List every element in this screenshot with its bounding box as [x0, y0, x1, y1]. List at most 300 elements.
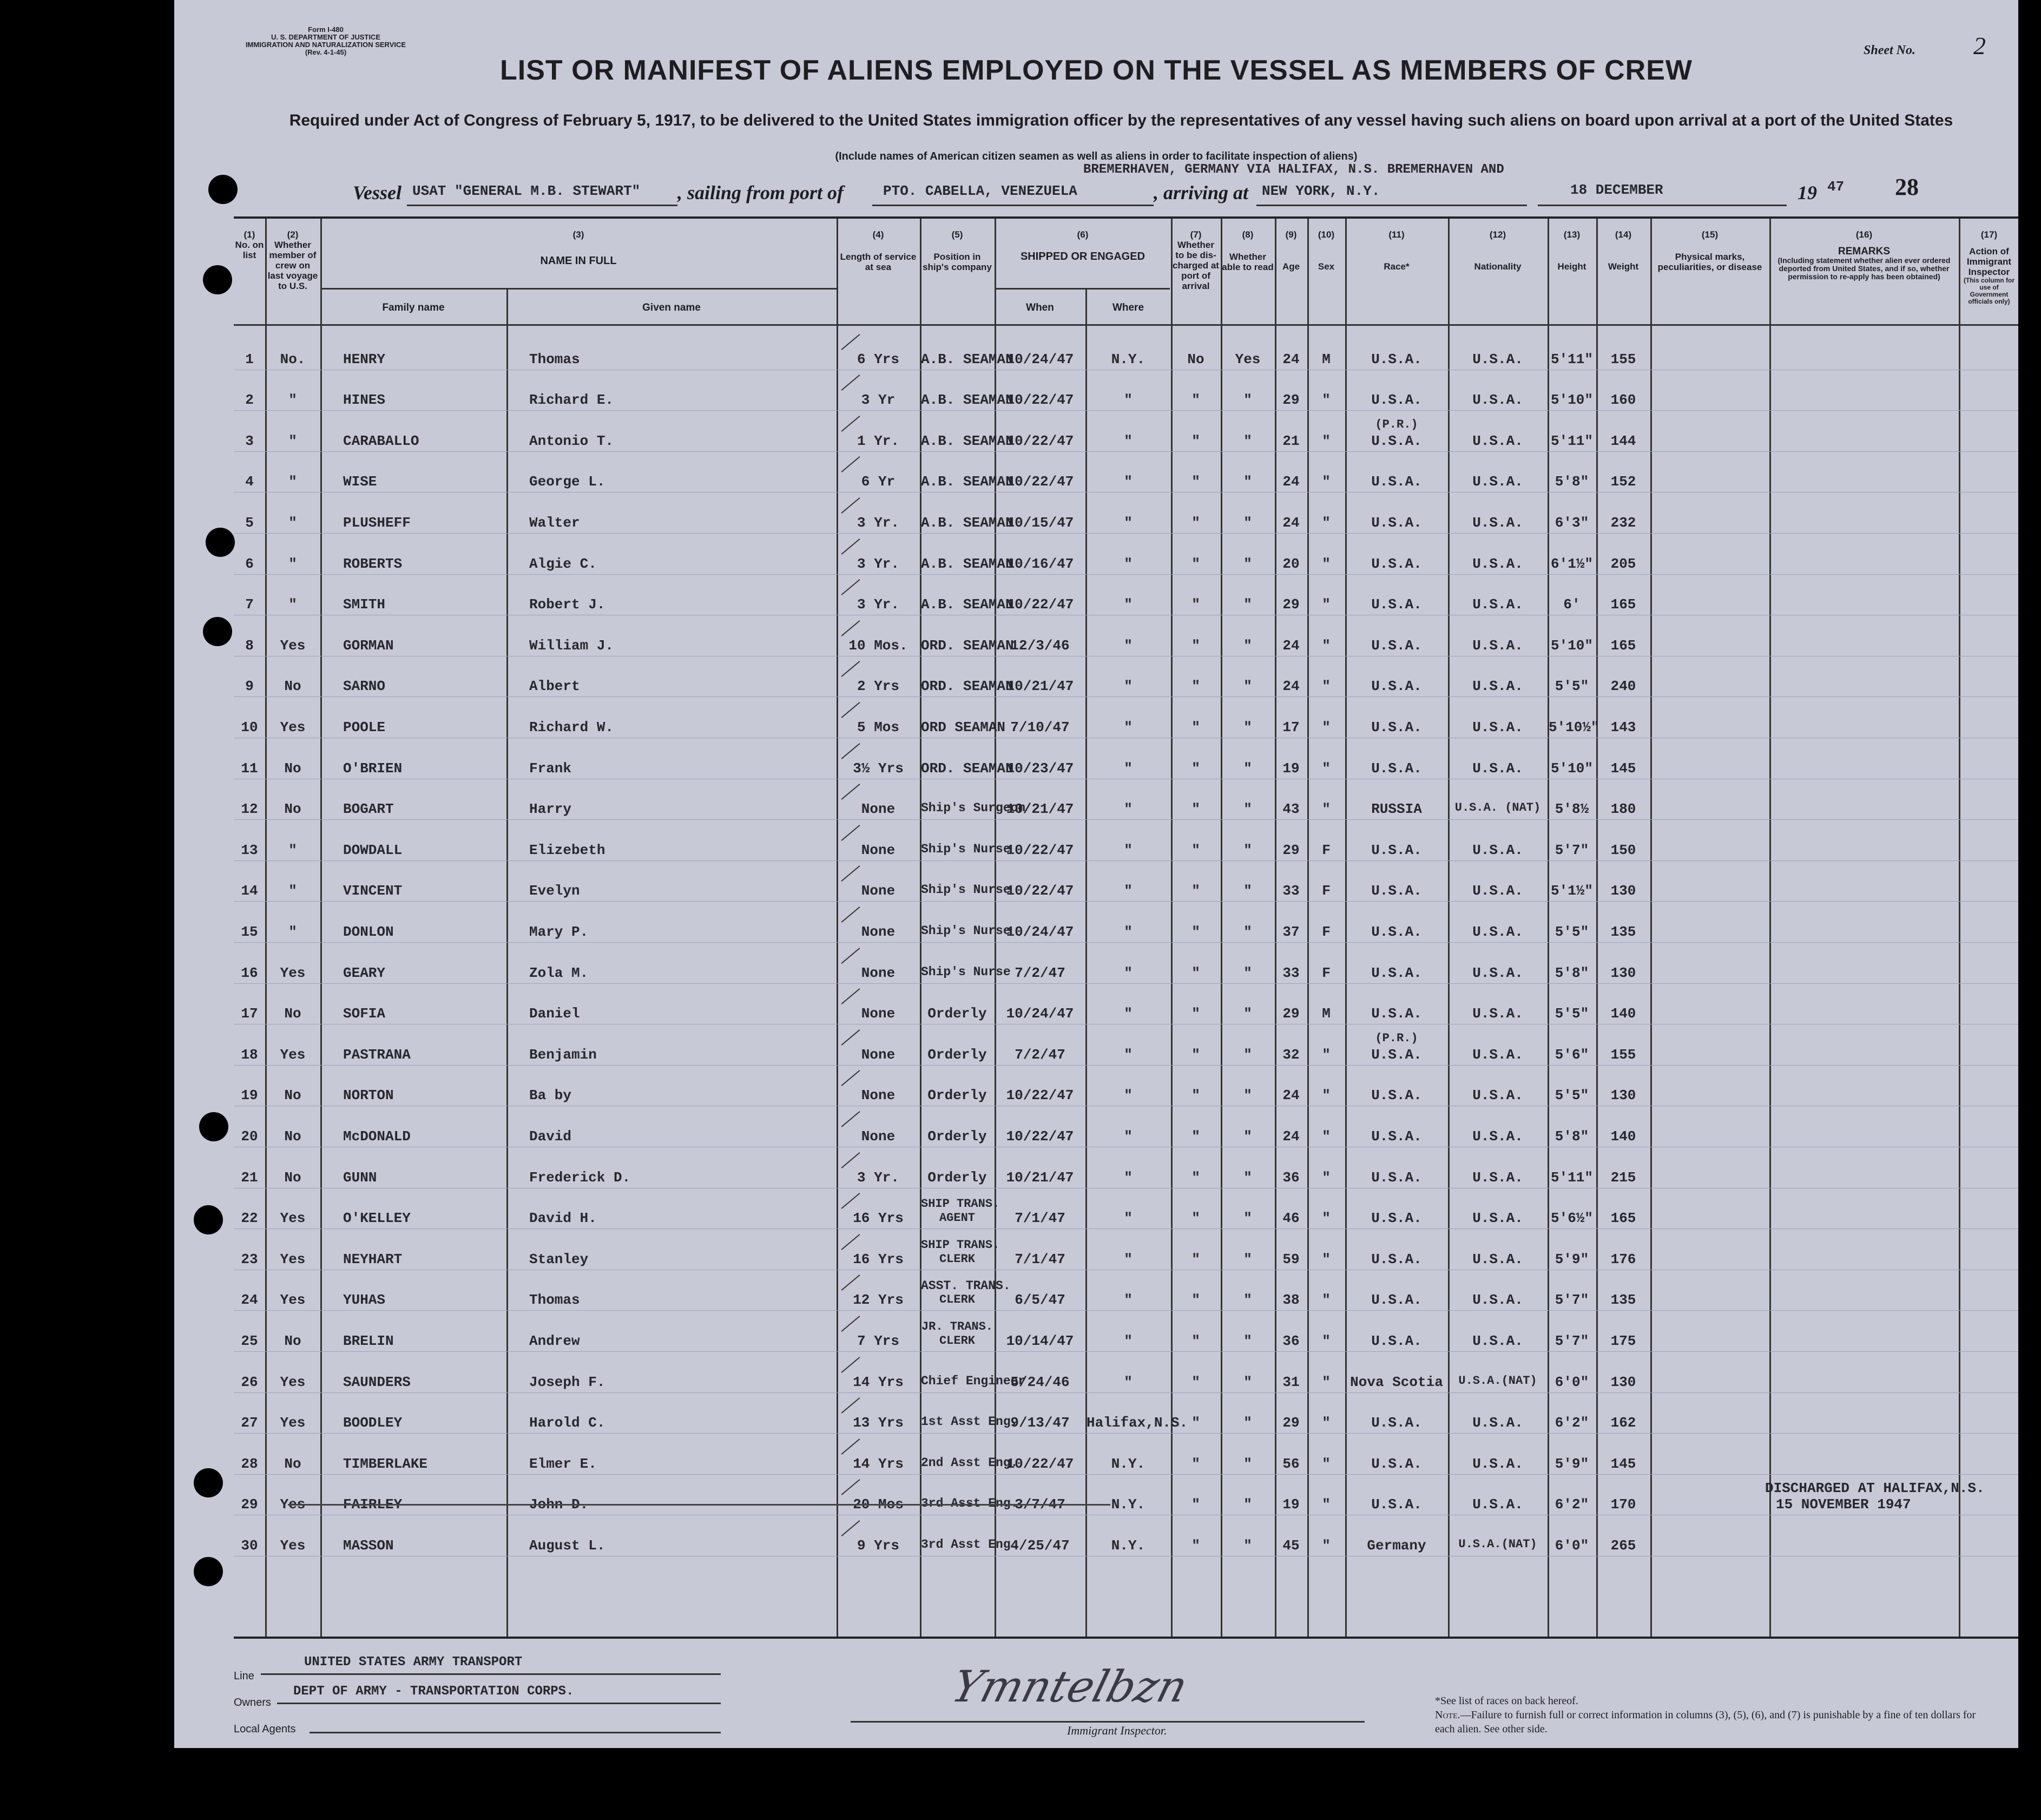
shipped-when: 6/5/47	[1015, 1292, 1065, 1309]
sex: "	[1322, 1046, 1331, 1063]
check-mark	[841, 948, 860, 964]
given-name: Walter	[529, 515, 580, 531]
col15-header: (15) Physical marks, peculiarities, or disease	[1657, 229, 1762, 272]
discharged: No	[1187, 351, 1204, 367]
shipped-where: "	[1124, 1128, 1133, 1145]
check-mark	[841, 661, 860, 677]
prev-voyage: Yes	[280, 719, 306, 735]
check-mark	[841, 865, 860, 882]
family-name: SAUNDERS	[343, 1374, 411, 1390]
height: 5'8½	[1555, 801, 1589, 818]
family-name: O'KELLEY	[343, 1210, 411, 1227]
able-to-read: "	[1243, 1251, 1252, 1267]
crew-table	[234, 216, 2018, 1639]
sex: F	[1322, 883, 1331, 899]
when-header: When	[1026, 302, 1054, 313]
height: 6'1½"	[1550, 555, 1593, 572]
age: 46	[1282, 1210, 1300, 1227]
race: U.S.A.	[1371, 678, 1422, 695]
row-number: 14	[241, 883, 258, 899]
binder-hole	[199, 1112, 228, 1141]
height: 5'6½"	[1550, 1210, 1593, 1227]
family-name: MASSON	[343, 1538, 394, 1554]
check-mark	[841, 743, 860, 759]
shipped-when: 10/23/47	[1006, 760, 1074, 777]
height: 5'11"	[1550, 1169, 1593, 1186]
weight: 162	[1610, 1415, 1636, 1431]
position: Orderly	[927, 1046, 987, 1063]
row-rule	[234, 1310, 2018, 1311]
able-to-read: "	[1243, 515, 1252, 531]
shipped-where: "	[1124, 1251, 1133, 1267]
position: Ship's Nurse	[921, 842, 1011, 856]
col11-header: (11) Race*	[1384, 229, 1410, 272]
nationality: U.S.A.	[1472, 842, 1523, 858]
row-number: 23	[241, 1251, 258, 1267]
family-name: NORTON	[343, 1087, 394, 1104]
weight: 135	[1610, 924, 1636, 940]
service-length: 1 Yr.	[857, 432, 899, 449]
height: 6'3"	[1555, 515, 1589, 531]
shipped-when: 10/22/47	[1006, 1087, 1074, 1104]
shipped-when: 7/2/47	[1015, 1046, 1065, 1063]
able-to-read: Yes	[1235, 351, 1261, 367]
shipped-where: "	[1124, 842, 1133, 858]
discharged: "	[1191, 474, 1200, 490]
shipped-where: "	[1124, 760, 1133, 777]
check-mark	[841, 1029, 860, 1046]
sex: "	[1322, 1128, 1331, 1145]
able-to-read: "	[1243, 1292, 1252, 1309]
shipped-where: "	[1124, 678, 1133, 695]
family-name: McDONALD	[343, 1128, 411, 1145]
nationality: U.S.A.	[1472, 1087, 1523, 1104]
family-name: BOGART	[343, 801, 394, 818]
weight: 180	[1610, 801, 1636, 818]
sex: M	[1322, 351, 1331, 367]
height: 5'9"	[1555, 1455, 1589, 1472]
discharged: "	[1191, 555, 1200, 572]
row-rule	[234, 1474, 2018, 1475]
row-number: 30	[241, 1538, 258, 1554]
weight: 143	[1610, 719, 1636, 735]
col17-header: (17) Action of Immigrant Inspector (This column for use of Government officials only)	[1964, 229, 2014, 305]
service-length: None	[861, 1128, 896, 1145]
height: 5'10"	[1550, 637, 1593, 654]
sex: "	[1322, 801, 1331, 818]
position: A.B. SEAMAN	[921, 515, 1014, 531]
given-name: David H.	[529, 1210, 597, 1227]
prev-voyage: Yes	[280, 1538, 306, 1554]
prev-voyage: No	[284, 1087, 301, 1104]
nationality: U.S.A.	[1472, 924, 1523, 940]
given-name: William J.	[529, 637, 614, 654]
shipped-when: 10/22/47	[1006, 474, 1074, 490]
service-length: None	[861, 1006, 896, 1022]
position: ORD. SEAMAN	[921, 678, 1014, 695]
col8-header: (8) Whether able to read	[1222, 229, 1274, 272]
year-suffix: 47	[1827, 179, 1845, 195]
service-length: 12 Yrs	[853, 1292, 904, 1309]
service-length: 10 Mos.	[848, 637, 908, 654]
row-number: 5	[245, 515, 254, 531]
race-note: (P.R.)	[1375, 417, 1418, 431]
agents-label: Local Agents	[234, 1723, 296, 1735]
strike-through	[288, 1504, 1110, 1506]
discharged: "	[1191, 719, 1200, 735]
shipped-where: "	[1124, 1169, 1133, 1186]
row-rule	[234, 1433, 2018, 1434]
position: Orderly	[927, 1006, 987, 1022]
race: U.S.A.	[1371, 474, 1422, 490]
discharged: "	[1191, 964, 1200, 981]
prev-voyage: No.	[280, 351, 306, 367]
discharged: "	[1191, 1169, 1200, 1186]
prev-voyage: Yes	[280, 1415, 306, 1431]
shipped-when: 10/21/47	[1006, 1169, 1074, 1186]
col-line	[1085, 289, 1087, 1637]
family-name: SMITH	[343, 596, 386, 613]
shipped-when: 10/24/47	[1006, 1006, 1074, 1022]
check-mark	[841, 416, 860, 432]
row-number: 12	[241, 801, 258, 818]
height: 6'2"	[1555, 1496, 1589, 1513]
arriving-label: , arriving at	[1154, 182, 1249, 203]
prev-voyage: No	[284, 1333, 301, 1349]
shipped-when: 5/24/46	[1010, 1374, 1070, 1390]
given-name-header: Given name	[642, 302, 701, 313]
weight: 130	[1610, 1087, 1636, 1104]
shipped-when: 10/15/47	[1006, 515, 1074, 531]
check-mark	[841, 784, 860, 800]
able-to-read: "	[1243, 678, 1252, 695]
race: U.S.A.	[1371, 760, 1422, 777]
position: Chief Engineer	[921, 1374, 1026, 1388]
col-line	[1650, 219, 1652, 1637]
discharged: "	[1191, 1455, 1200, 1472]
shipped-where: "	[1124, 596, 1133, 613]
shipped-when: 10/24/47	[1006, 924, 1074, 940]
sex: F	[1322, 924, 1331, 940]
agency: U. S. DEPARTMENT OF JUSTICE	[271, 33, 380, 41]
given-name: Elmer E.	[529, 1455, 597, 1472]
col7-header: (7) Whether to be dis-charged at port of arrival	[1173, 229, 1219, 291]
able-to-read: "	[1243, 1006, 1252, 1022]
shipped-where: "	[1124, 883, 1133, 899]
col1-header: (1) No. on list	[235, 229, 264, 260]
col-line	[1769, 219, 1771, 1637]
position: 1st Asst Eng.	[921, 1415, 1018, 1429]
sex: "	[1322, 1169, 1331, 1186]
age: 33	[1282, 964, 1300, 981]
row-number: 10	[241, 719, 258, 735]
binder-hole	[194, 1557, 223, 1586]
prev-voyage: Yes	[280, 964, 306, 981]
sex: F	[1322, 842, 1331, 858]
shipped-when: 10/24/47	[1006, 351, 1074, 367]
shipped-where: Halifax,N.S.	[1087, 1415, 1188, 1431]
sex: "	[1322, 1374, 1331, 1390]
given-name: Albert	[529, 678, 580, 695]
race: U.S.A.	[1371, 1169, 1422, 1186]
sex: M	[1322, 1006, 1331, 1022]
col10-header: (10) Sex	[1318, 229, 1335, 272]
sex: "	[1322, 1455, 1331, 1472]
age: 56	[1282, 1455, 1300, 1472]
family-name: DONLON	[343, 924, 394, 940]
shipped-where: "	[1124, 1292, 1133, 1309]
shipped-where: "	[1124, 392, 1133, 409]
age: 24	[1282, 1128, 1300, 1145]
weight: 232	[1610, 515, 1636, 531]
given-name: Algie C.	[529, 555, 597, 572]
shipped-where: "	[1124, 1333, 1133, 1349]
row-number: 29	[241, 1496, 258, 1513]
col5-header: (5) Position in ship's company	[923, 229, 992, 272]
shipped-where: N.Y.	[1111, 1455, 1145, 1472]
sex: "	[1322, 719, 1331, 735]
discharged: "	[1191, 1292, 1200, 1309]
vessel-label: Vessel	[353, 182, 401, 203]
position: A.B. SEAMAN	[921, 596, 1014, 613]
discharged: "	[1191, 596, 1200, 613]
able-to-read: "	[1243, 1333, 1252, 1349]
able-to-read: "	[1243, 637, 1252, 654]
prev-voyage: No	[284, 801, 301, 818]
nationality: U.S.A.(NAT)	[1458, 1374, 1537, 1388]
weight: 205	[1610, 555, 1636, 572]
nationality: U.S.A.	[1472, 1169, 1523, 1186]
col9-header: (9) Age	[1282, 229, 1300, 272]
shipped-where: "	[1124, 1006, 1133, 1022]
race: U.S.A.	[1371, 1087, 1422, 1104]
shipped-where: "	[1124, 1374, 1133, 1390]
sex: "	[1322, 1210, 1331, 1227]
service-length: None	[861, 1046, 896, 1063]
family-name: VINCENT	[343, 883, 403, 899]
service-length: 7 Yrs	[857, 1333, 899, 1349]
sex: "	[1322, 1496, 1331, 1513]
discharged: "	[1191, 760, 1200, 777]
check-mark	[841, 1234, 860, 1250]
form-number: Form I-480	[308, 25, 344, 34]
age: 29	[1282, 392, 1300, 409]
binder-hole	[194, 1468, 223, 1497]
service-length: None	[861, 1087, 896, 1104]
sex: F	[1322, 964, 1331, 981]
race: U.S.A.	[1371, 719, 1422, 735]
shipped-where: "	[1124, 432, 1133, 449]
prev-voyage: Yes	[280, 1210, 306, 1227]
height: 5'11"	[1550, 432, 1593, 449]
where-header: Where	[1112, 302, 1144, 313]
nationality: U.S.A.(NAT)	[1458, 1538, 1537, 1551]
shipped-where: "	[1124, 1210, 1133, 1227]
family-name: TIMBERLAKE	[343, 1455, 428, 1472]
weight: 175	[1610, 1333, 1636, 1349]
age: 36	[1282, 1333, 1300, 1349]
able-to-read: "	[1243, 474, 1252, 490]
prev-voyage: Yes	[280, 1251, 306, 1267]
check-mark	[841, 1397, 860, 1414]
given-name: Andrew	[529, 1333, 580, 1349]
shipped-sub-divider	[996, 288, 1170, 290]
row-number: 13	[241, 842, 258, 858]
nationality: U.S.A. (NAT)	[1454, 801, 1541, 815]
weight: 145	[1610, 760, 1636, 777]
nationality: U.S.A.	[1472, 678, 1523, 695]
shipped-where: "	[1124, 1046, 1133, 1063]
penalty-note: Note.—Failure to furnish full or correct information in columns (3), (5), (6), and (7) is punishable by a fine of ten dollars for each alien. See other side.	[1435, 1709, 1976, 1735]
row-number: 11	[241, 760, 258, 777]
height: 5'5"	[1555, 924, 1589, 940]
prev-voyage: "	[288, 883, 297, 899]
able-to-read: "	[1243, 719, 1252, 735]
given-name: Zola M.	[529, 964, 589, 981]
race: U.S.A.	[1371, 351, 1422, 367]
service-length: 16 Yrs	[853, 1251, 904, 1267]
port-from-line1: BREMERHAVEN, GERMANY VIA HALIFAX, N.S. BREMERHAVEN AND	[1083, 162, 1504, 177]
owners-underline	[277, 1703, 721, 1704]
service-length: None	[861, 964, 896, 981]
check-mark	[841, 1193, 860, 1209]
given-name: Evelyn	[529, 883, 580, 899]
service-length: None	[861, 842, 896, 858]
row-number: 7	[245, 596, 254, 613]
owners-label: Owners	[234, 1697, 271, 1709]
date-underline	[1538, 205, 1787, 206]
nationality: U.S.A.	[1472, 719, 1523, 735]
sex: "	[1322, 1251, 1331, 1267]
given-name: Robert J.	[529, 596, 605, 613]
given-name: Mary P.	[529, 924, 589, 940]
line-value: UNITED STATES ARMY TRANSPORT	[304, 1655, 523, 1670]
discharged: "	[1191, 1333, 1200, 1349]
sheet-number: 2	[1973, 32, 1986, 60]
row-rule	[234, 1228, 2018, 1229]
age: 38	[1282, 1292, 1300, 1309]
discharged: "	[1191, 883, 1200, 899]
arrival-date: 18 DECEMBER	[1570, 182, 1663, 198]
position: Ship's Nurse	[921, 924, 1011, 938]
prev-voyage: No	[284, 1455, 301, 1472]
weight: 135	[1610, 1292, 1636, 1309]
age: 36	[1282, 1169, 1300, 1186]
weight: 170	[1610, 1496, 1636, 1513]
able-to-read: "	[1243, 1415, 1252, 1431]
race: U.S.A.	[1371, 924, 1422, 940]
weight: 144	[1610, 432, 1636, 449]
age: 29	[1282, 1415, 1300, 1431]
race: U.S.A.	[1371, 883, 1422, 899]
given-name: Harold C.	[529, 1415, 605, 1431]
age: 24	[1282, 1087, 1300, 1104]
weight: 150	[1610, 842, 1636, 858]
prev-voyage: Yes	[280, 637, 306, 654]
row-number: 3	[245, 432, 254, 449]
agents-underline	[310, 1732, 721, 1733]
race: U.S.A.	[1371, 1006, 1422, 1022]
family-name: PLUSHEFF	[343, 515, 411, 531]
able-to-read: "	[1243, 924, 1252, 940]
able-to-read: "	[1243, 1538, 1252, 1554]
weight: 140	[1610, 1006, 1636, 1022]
row-number: 19	[241, 1087, 258, 1104]
position-line2: CLERK	[939, 1252, 975, 1266]
able-to-read: "	[1243, 432, 1252, 449]
height: 5'7"	[1555, 1292, 1589, 1309]
check-mark	[841, 334, 860, 350]
col14-header: (14) Weight	[1608, 229, 1639, 272]
height: 6'2"	[1555, 1415, 1589, 1431]
family-name: NEYHART	[343, 1251, 403, 1267]
shipped-where: "	[1124, 1087, 1133, 1104]
family-name: BOODLEY	[343, 1415, 403, 1431]
prev-voyage: "	[288, 842, 297, 858]
prev-voyage: "	[288, 924, 297, 940]
service: IMMIGRATION AND NATURALIZATION SERVICE	[245, 41, 406, 49]
shipped-where: N.Y.	[1111, 1538, 1145, 1554]
weight: 152	[1610, 474, 1636, 490]
prev-voyage: "	[288, 432, 297, 449]
position: Ship's Surgeon	[921, 801, 1026, 816]
row-number: 6	[245, 555, 254, 572]
nationality: U.S.A.	[1472, 883, 1523, 899]
discharged: "	[1191, 1210, 1200, 1227]
position: A.B. SEAMAN	[921, 474, 1014, 490]
binder-hole	[203, 265, 232, 294]
inspector-signature: Ymntelbzn	[946, 1661, 1193, 1712]
able-to-read: "	[1243, 1496, 1252, 1513]
shipped-when: 10/16/47	[1006, 555, 1074, 572]
check-mark	[841, 906, 860, 923]
row-number: 22	[241, 1210, 258, 1227]
row-number: 4	[245, 474, 254, 490]
race: U.S.A.	[1371, 1292, 1422, 1309]
nationality: U.S.A.	[1472, 1251, 1523, 1267]
row-number: 28	[241, 1455, 258, 1472]
given-name: John D.	[529, 1496, 589, 1513]
shipped-when: 10/22/47	[1006, 883, 1074, 899]
family-name: HENRY	[343, 351, 386, 367]
discharged: "	[1191, 1538, 1200, 1554]
service-length: 3 Yr	[861, 392, 896, 409]
height: 5'8"	[1555, 964, 1589, 981]
height: 5'6"	[1555, 1046, 1589, 1063]
age: 24	[1282, 474, 1300, 490]
given-name: David	[529, 1128, 572, 1145]
given-name: Thomas	[529, 351, 580, 367]
able-to-read: "	[1243, 1210, 1252, 1227]
check-mark	[841, 1070, 860, 1086]
row-number: 17	[241, 1006, 258, 1022]
prev-voyage: "	[288, 596, 297, 613]
position: A.B. SEAMAN	[921, 555, 1014, 572]
height: 5'5"	[1555, 1087, 1589, 1104]
able-to-read: "	[1243, 392, 1252, 409]
service-length: 6 Yr	[861, 474, 896, 490]
age: 24	[1282, 515, 1300, 531]
able-to-read: "	[1243, 1169, 1252, 1186]
name-sub-divider	[320, 288, 837, 290]
height: 5'10"	[1550, 392, 1593, 409]
age: 24	[1282, 351, 1300, 367]
weight: 176	[1610, 1251, 1636, 1267]
race-note: (P.R.)	[1375, 1031, 1418, 1045]
able-to-read: "	[1243, 555, 1252, 572]
port-from: PTO. CABELLA, VENEZUELA	[883, 183, 1077, 199]
nationality: U.S.A.	[1472, 1210, 1523, 1227]
